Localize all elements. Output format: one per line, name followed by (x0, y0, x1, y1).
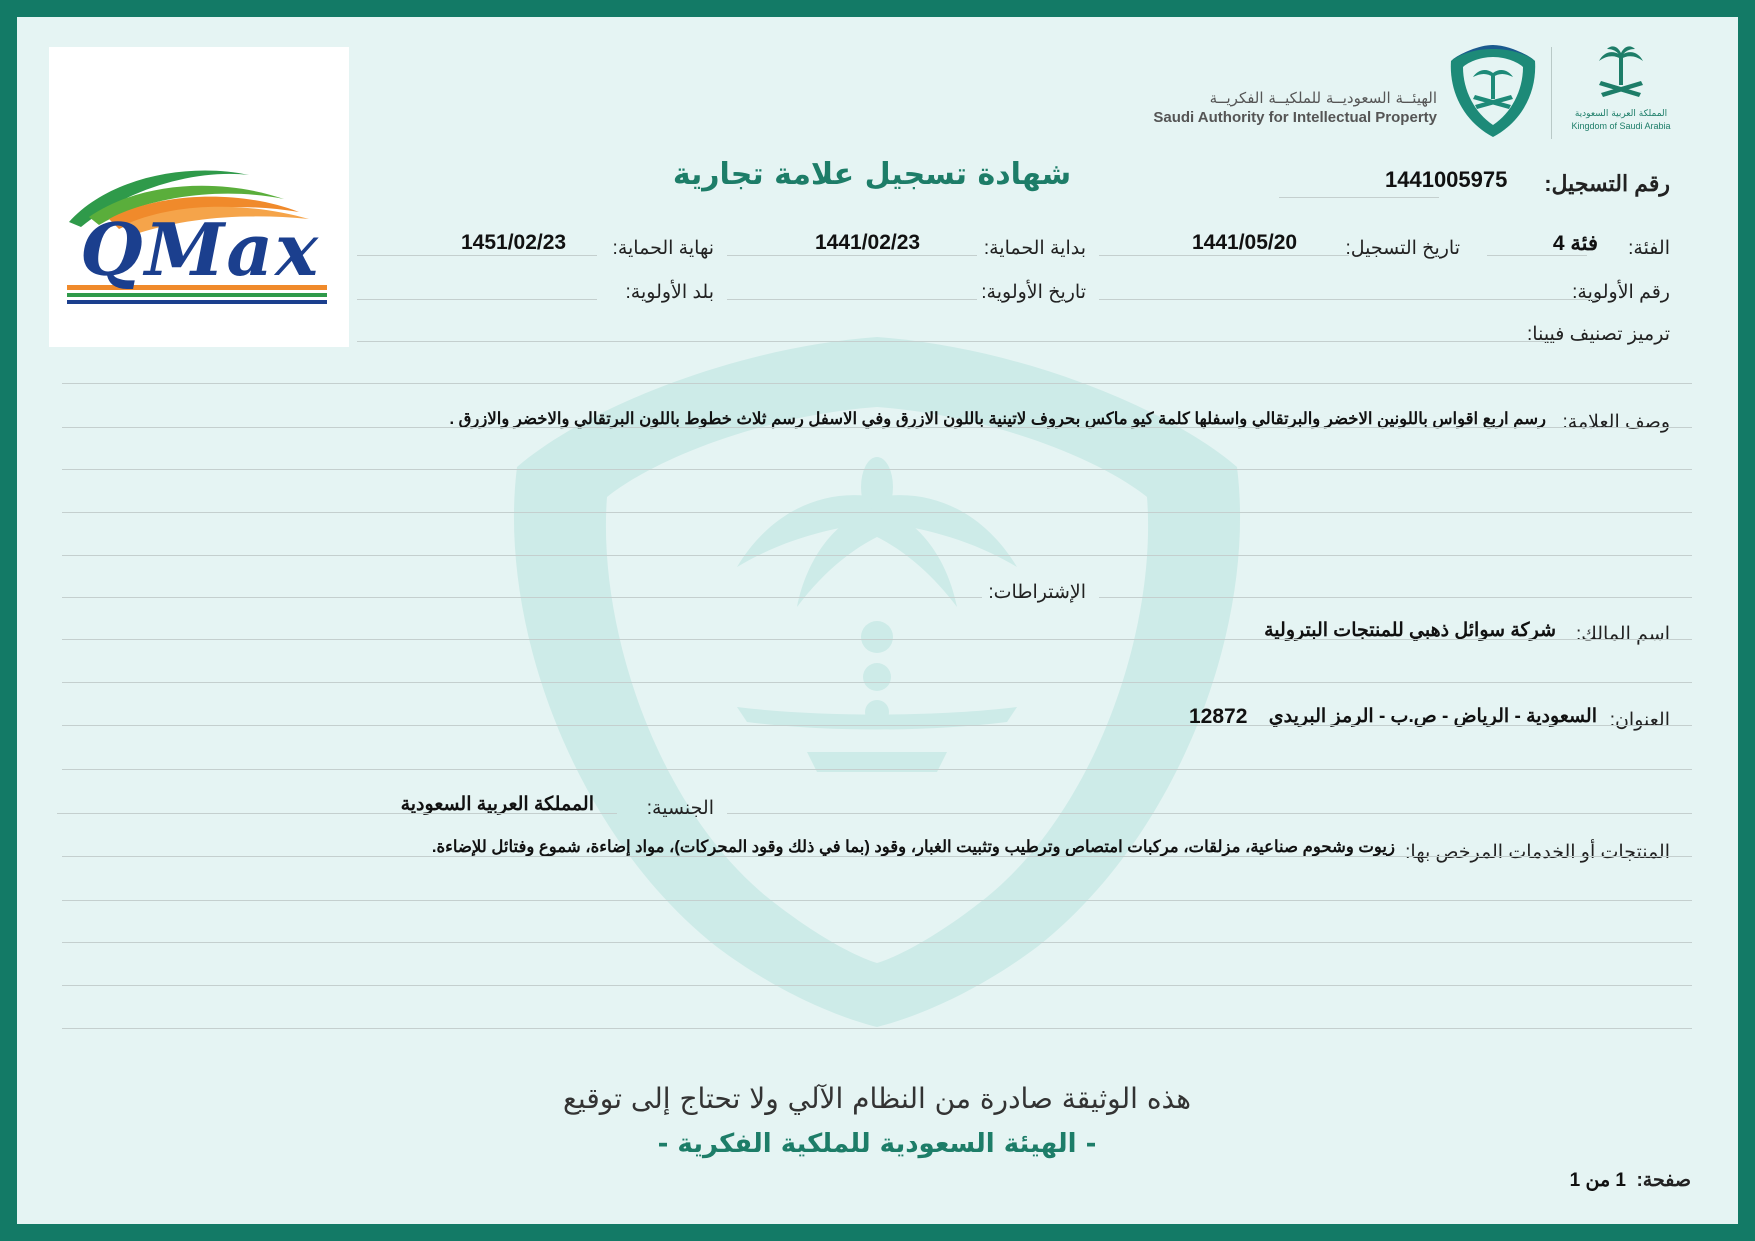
description-label: وصف العلامة: (1562, 412, 1670, 433)
nationality-value: المملكة العربية السعودية (400, 794, 594, 815)
line-reg-date (1099, 255, 1349, 256)
description-value: رسم اربع اقواس باللونين الاخضر والبرتقالي واسفلها كلمة كيو ماكس بحروف لاتينية باللون الازرق وفي الاسفل رسم ثلاث خطوط باللون البرتقالي والاخضر والازرق . (449, 410, 1546, 428)
owner-label: اسم المالك: (1575, 624, 1670, 645)
kingdom-name-en: Kingdom of Saudi Arabia (1571, 121, 1671, 131)
footer-note: هذه الوثيقة صادرة من النظام الآلي ولا تحتاج إلى توقيع (563, 1082, 1191, 1115)
protection-start-value: 1441/02/23 (815, 231, 921, 254)
goods-value: زيوت وشحوم صناعية، مزلقات، مركبات امتصاص وترطيب وتثبيت الغبار، وقود (بما في ذلك وقود المحركات)، مواد إضاءة، شموع وفتائل للإضاءة. (431, 838, 1395, 856)
rule-4 (62, 512, 1692, 513)
authority-name-ar: الهيئــة السعوديــة للملكيــة الفكريــة (1209, 89, 1437, 107)
line-protection-start (727, 255, 977, 256)
protection-end-value: 1451/02/23 (461, 231, 567, 254)
rule-5 (62, 555, 1692, 556)
rule-2 (62, 427, 1692, 428)
class-value: فئة 4 (1552, 232, 1598, 255)
rule-6 (62, 597, 982, 598)
priority-number-label: رقم الأولوية: (1572, 282, 1670, 303)
rule-13 (62, 900, 1692, 901)
rule-16 (62, 1028, 1692, 1029)
protection-start-label: بداية الحماية: (983, 238, 1086, 259)
address-value: السعودية - الرياض - ص.ب - الرمز البريدي (1268, 706, 1597, 727)
line-reg (1279, 197, 1439, 198)
conditions-label: الإشتراطات: (988, 582, 1086, 603)
reg-date-label: تاريخ التسجيل: (1345, 238, 1460, 259)
line-class (1487, 255, 1587, 256)
rule-9 (62, 725, 1692, 726)
line-protection-end (357, 255, 597, 256)
trademark-logo (49, 47, 349, 347)
line-vienna (357, 341, 1547, 342)
reg-number-label: رقم التسجيل: (1544, 171, 1670, 196)
goods-label: المنتجات أو الخدمات المرخص بها: (1405, 842, 1670, 863)
priority-date-label: تاريخ الأولوية: (981, 282, 1086, 303)
rule-3 (62, 469, 1692, 470)
address-zip: 12872 (1189, 705, 1248, 728)
rule-6b (1099, 597, 1692, 598)
kingdom-name-ar: المملكة العربية السعودية (1574, 109, 1668, 119)
trademark-arcs-icon (49, 47, 349, 347)
line-priority-date (727, 299, 977, 300)
rule-12 (62, 856, 1692, 857)
saip-shield-logo-icon (1445, 43, 1541, 143)
address-label: العنوان: (1609, 710, 1670, 731)
trademark-logo-text: QMax (80, 207, 320, 292)
rule-10 (62, 769, 1692, 770)
rule-14 (62, 942, 1692, 943)
rule-1 (62, 383, 1692, 384)
priority-country-label: بلد الأولوية: (625, 282, 714, 303)
footer-authority: - الهيئة السعودية للملكية الفكرية - (657, 1129, 1097, 1159)
line-priority-country (357, 299, 597, 300)
reg-date-value: 1441/05/20 (1192, 231, 1298, 254)
rule-15 (62, 985, 1692, 986)
page-value: 1 من 1 (1569, 1170, 1626, 1191)
owner-value: شركة سوائل ذهبي للمنتجات البترولية (1264, 620, 1556, 641)
certificate-page (17, 17, 1738, 1224)
protection-end-label: نهاية الحماية: (612, 238, 714, 259)
line-priority-number (1099, 299, 1599, 300)
nationality-label: الجنسية: (646, 798, 714, 819)
vienna-label: ترميز تصنيف فيينا: (1527, 324, 1670, 345)
rule-11b (727, 813, 1692, 814)
reg-number-value: 1441005975 (1385, 167, 1508, 192)
rule-8 (62, 682, 1692, 683)
certificate-title: شهادة تسجيل علامة تجارية (672, 157, 1072, 192)
page-label: صفحة: (1636, 1170, 1691, 1191)
rule-11a (57, 813, 617, 814)
rule-7 (62, 639, 1692, 640)
class-label: الفئة: (1628, 238, 1670, 259)
header-divider (1551, 47, 1552, 139)
authority-name-en: Saudi Authority for Intellectual Property (1153, 109, 1437, 126)
